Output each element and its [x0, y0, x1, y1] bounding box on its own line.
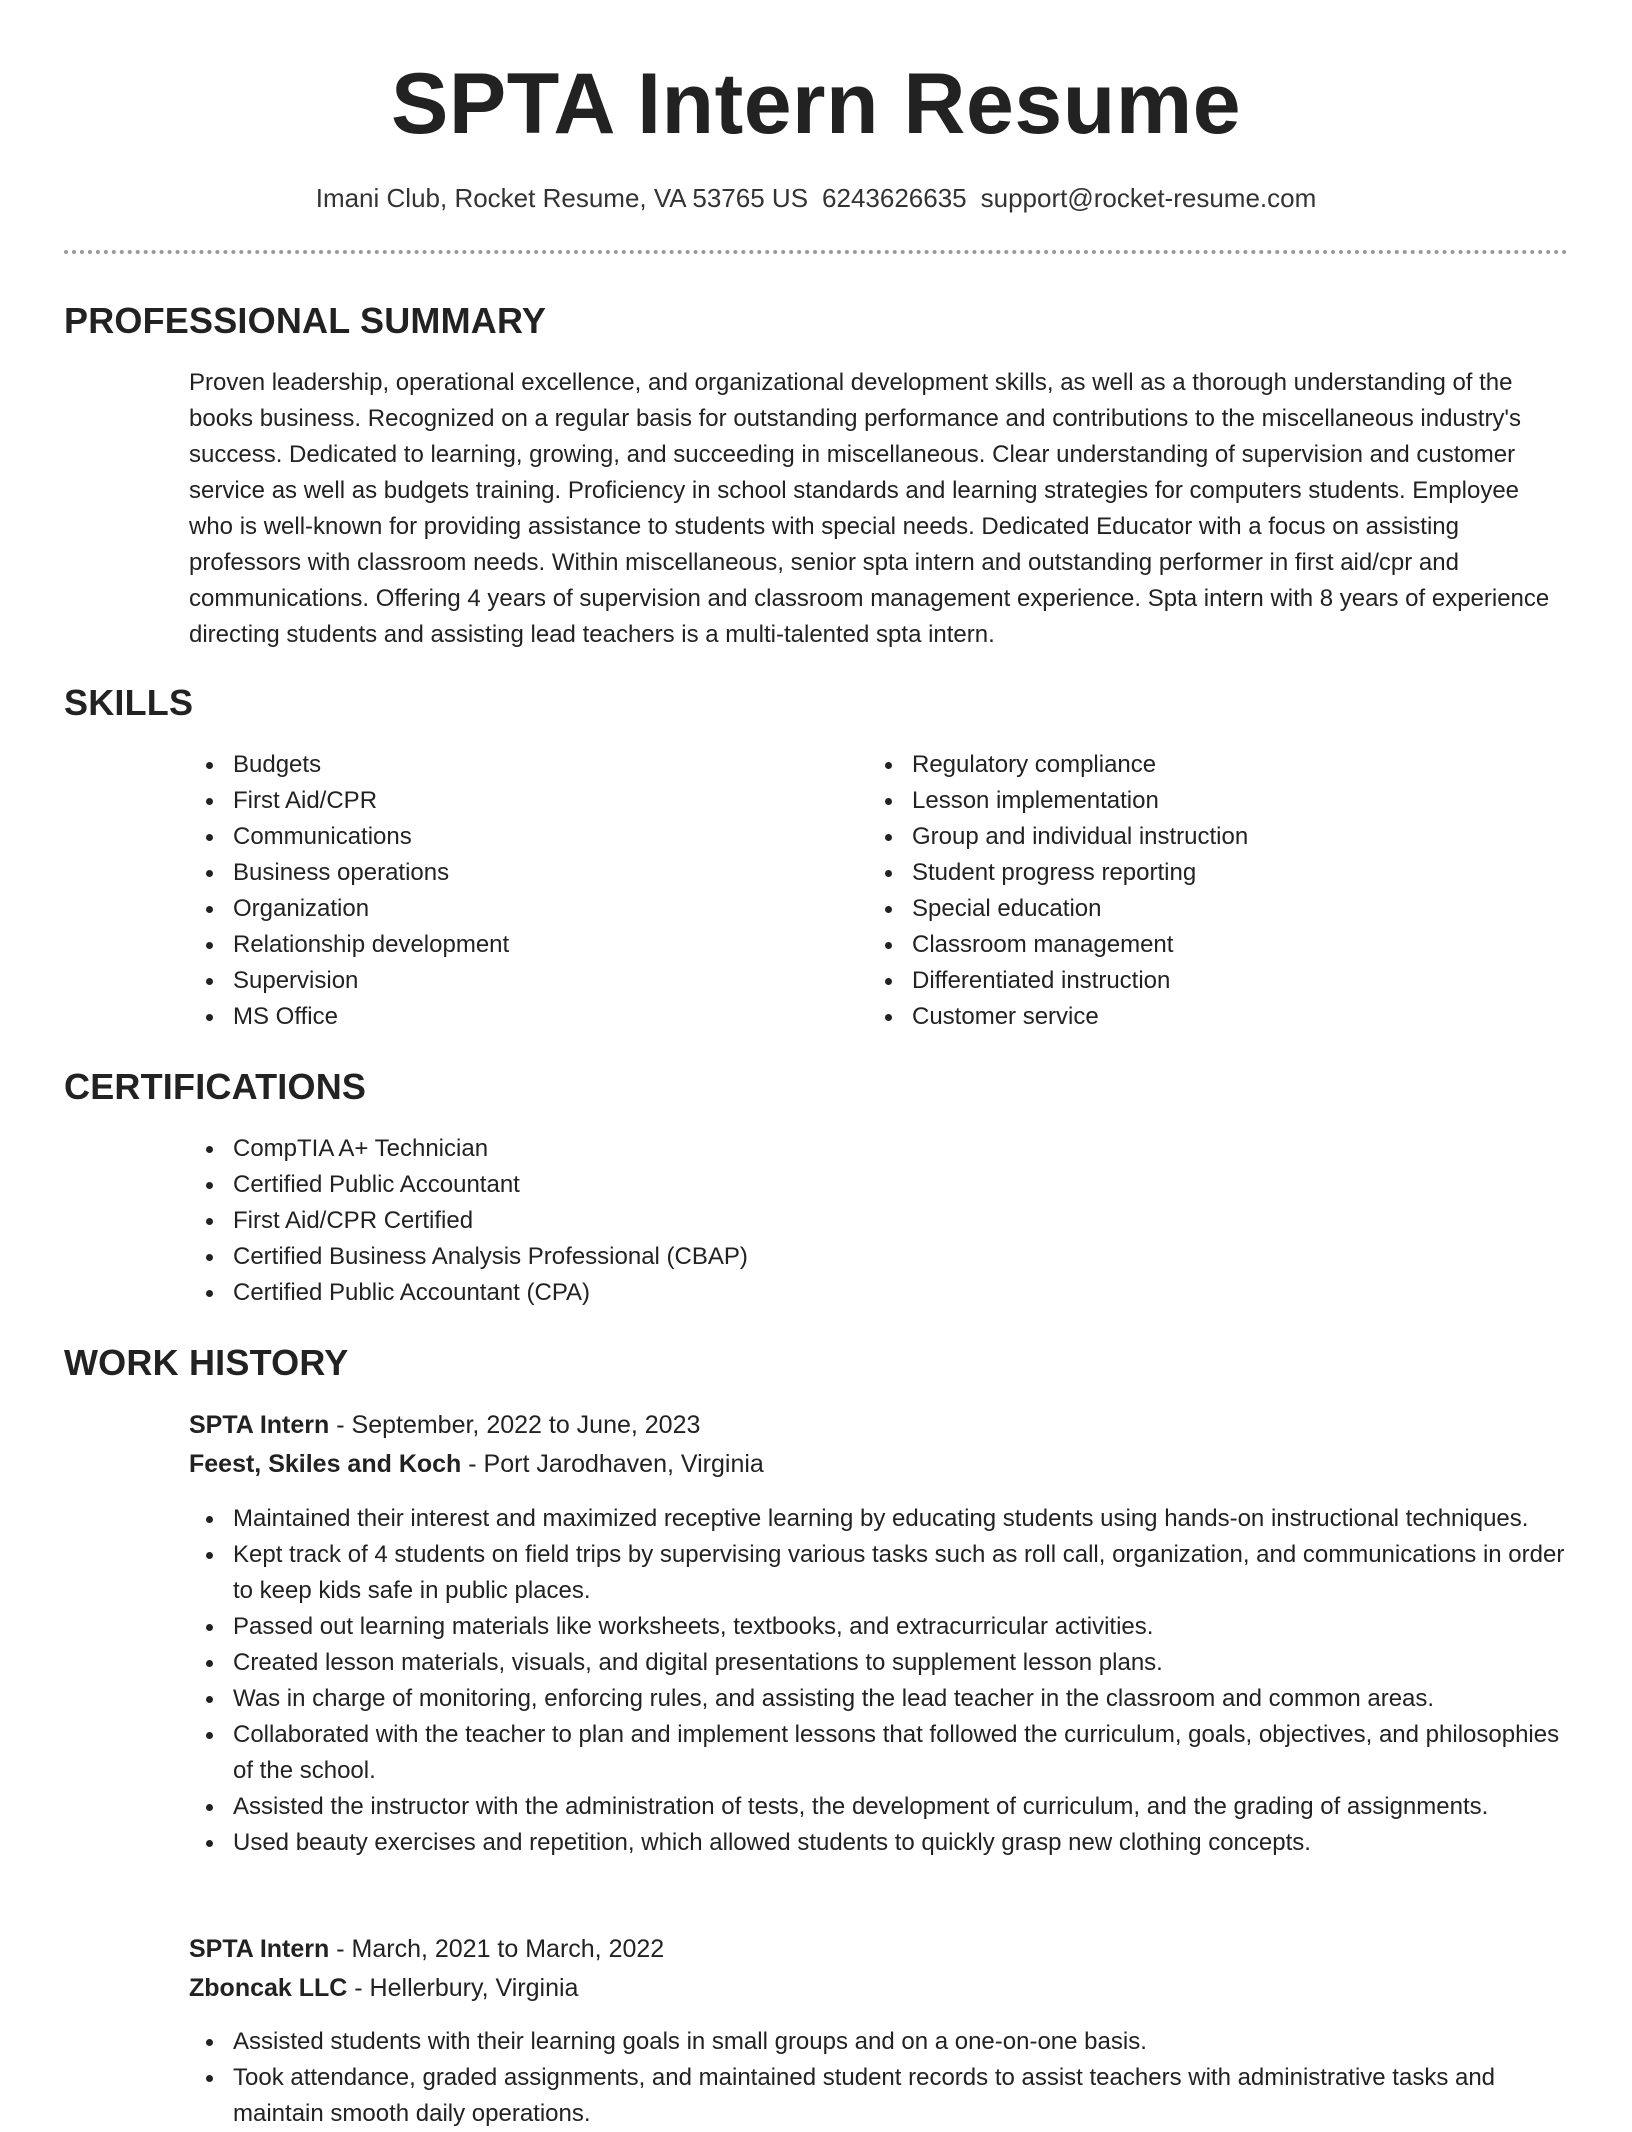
certification-item: Certified Public Accountant (CPA): [189, 1275, 989, 1311]
job-dates: - March, 2021 to March, 2022: [329, 1935, 665, 1963]
contact-address: Imani Club, Rocket Resume, VA 53765 US: [315, 183, 809, 213]
skill-item: Customer service: [868, 999, 1508, 1035]
job-company-line: [189, 1970, 578, 2006]
job-bullet: Assisted students with their learning goals in small groups and on a one-on-one basis.: [189, 2024, 1569, 2060]
contact-line: [0, 180, 1632, 216]
skills-list-left: [189, 747, 829, 1035]
job-bullet: Kept track of 4 students on field trips by supervising various tasks such as roll call, organization, and communications in order to keep kids safe in public places.: [189, 1537, 1569, 1609]
certification-item: CompTIA A+ Technician: [189, 1131, 989, 1167]
job-bullets: [189, 1501, 1569, 1861]
skill-item: Communications: [189, 819, 829, 855]
job-location: - Hellerbury, Virginia: [347, 1974, 579, 2002]
certifications-list: [189, 1131, 989, 1311]
summary-heading: PROFESSIONAL SUMMARY: [64, 300, 547, 341]
job-bullet: Maintained their interest and maximized receptive learning by educating students using hands-on instructional techniques.: [189, 1501, 1569, 1537]
skill-item: MS Office: [189, 999, 829, 1035]
skill-item: Business operations: [189, 855, 829, 891]
job-bullet: Collaborated with the teacher to plan and implement lessons that followed the curriculum, goals, objectives, and philosophies of the school.: [189, 1717, 1569, 1789]
job-bullet: Passed out learning materials like worksheets, textbooks, and extracurricular activities.: [189, 1609, 1569, 1645]
job-company: Zboncak LLC: [189, 1974, 348, 2002]
job-dates: - September, 2022 to June, 2023: [329, 1411, 701, 1439]
job-bullet: Used beauty exercises and repetition, which allowed students to quickly grasp new clothing concepts.: [189, 1825, 1569, 1861]
job-bullet: Assisted the instructor with the administration of tests, the development of curriculum, and the grading of assignments.: [189, 1789, 1569, 1825]
job-location: - Port Jarodhaven, Virginia: [461, 1450, 764, 1478]
job-bullet: Took attendance, graded assignments, and maintained student records to assist teachers with administrative tasks and maintain smooth daily operations.: [189, 2060, 1569, 2132]
skill-item: Relationship development: [189, 927, 829, 963]
job-title-line: [189, 1407, 700, 1443]
certification-item: Certified Public Accountant: [189, 1167, 989, 1203]
job-bullet: Was in charge of monitoring, enforcing rules, and assisting the lead teacher in the classroom and common areas.: [189, 1681, 1569, 1717]
certifications-heading: CERTIFICATIONS: [64, 1066, 367, 1107]
skill-item: Budgets: [189, 747, 829, 783]
skill-item: Organization: [189, 891, 829, 927]
summary-text: Proven leadership, operational excellence, and organizational development skills, as well as a thorough understanding of the books business. Recognized on a regular basis for outstanding performance and contributions to the miscellaneous industry's success. Dedicated to learning, growing, and succeeding in miscellaneous. Clear understanding of supervision and customer service as well as budgets training. Proficiency in school standards and learning strategies for computers students. Employee who is well-known for providing assistance to students with special needs. Dedicated Educator with a focus on assisting professors with classroom needs. Within miscellaneous, senior spta intern and outstanding performer in first aid/cpr and communications. Offering 4 years of supervision and classroom management experience. Spta intern with 8 years of experience directing students and assisting lead teachers is a multi-talented spta intern.: [189, 369, 1550, 648]
job-title: SPTA Intern: [189, 1935, 330, 1963]
contact-email[interactable]: support@rocket-resume.com: [980, 183, 1317, 213]
certification-item: Certified Business Analysis Professional (CBAP): [189, 1239, 989, 1275]
skill-item: Lesson implementation: [868, 783, 1508, 819]
skill-item: Special education: [868, 891, 1508, 927]
work-history-heading: WORK HISTORY: [64, 1342, 349, 1383]
skill-item: Group and individual instruction: [868, 819, 1508, 855]
job-bullet: Created lesson materials, visuals, and digital presentations to supplement lesson plans.: [189, 1645, 1569, 1681]
job-company-line: [189, 1446, 764, 1482]
skill-item: Differentiated instruction: [868, 963, 1508, 999]
skill-item: Classroom management: [868, 927, 1508, 963]
job-company: Feest, Skiles and Koch: [189, 1450, 462, 1478]
job-title: SPTA Intern: [189, 1411, 330, 1439]
skill-item: First Aid/CPR: [189, 783, 829, 819]
skills-list-right: [868, 747, 1508, 1035]
skill-item: Student progress reporting: [868, 855, 1508, 891]
job-bullets: [189, 2024, 1569, 2132]
certification-item: First Aid/CPR Certified: [189, 1203, 989, 1239]
skill-item: Regulatory compliance: [868, 747, 1508, 783]
resume-title: SPTA Intern Resume: [390, 56, 1242, 152]
skill-item: Supervision: [189, 963, 829, 999]
skills-heading: SKILLS: [64, 682, 194, 723]
job-title-line: [189, 1931, 664, 1967]
header-divider: [64, 250, 1568, 254]
contact-phone: 6243626635: [822, 183, 967, 213]
